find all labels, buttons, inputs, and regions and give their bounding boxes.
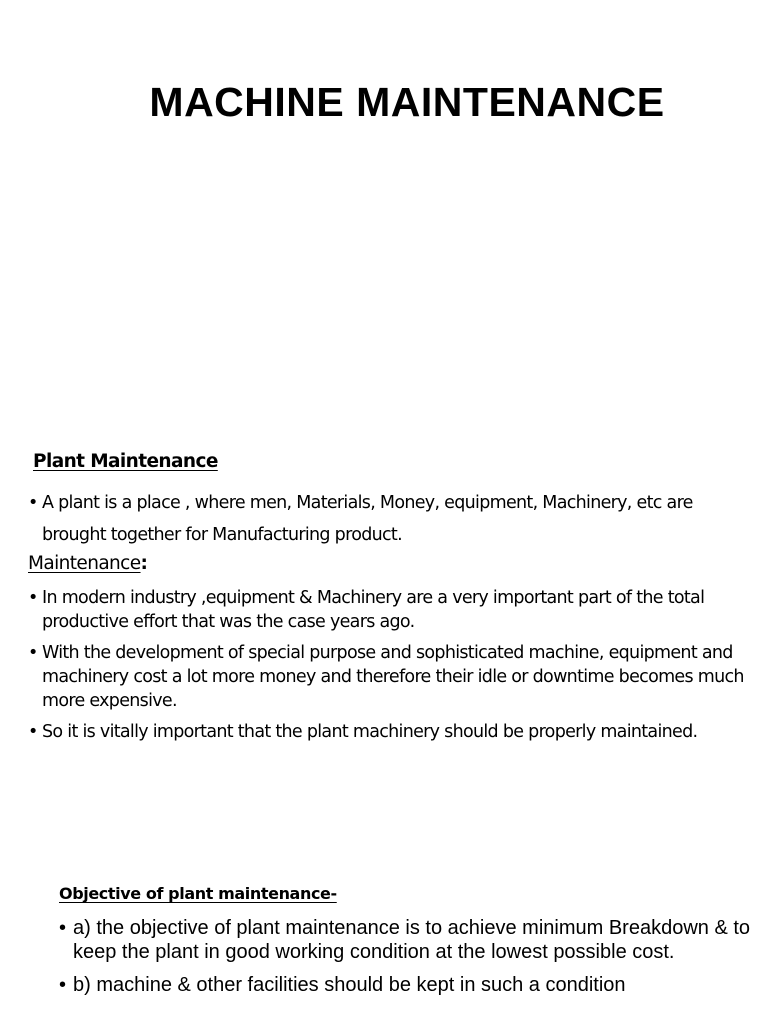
maintenance-bullet-list [28,586,758,751]
bullet-item: • With the development of special purpose and sophisticated machine, equipment and machinery cost a lot more money and therefore their idle or downtime becomes much more expensive. [28,641,758,713]
section-heading-objective: Objective of plant maintenance- [59,884,337,903]
bullet-item: • In modern industry ,equipment & Machinery are a very important part of the total productive effort that was the case years ago. [28,586,758,634]
bullet-item: • b) machine & other facilities should be kept in such a condition [59,973,759,997]
objective-bullet-list [59,916,759,1006]
bullet-item: • a) the objective of plant maintenance is to achieve minimum Breakdown & to keep the plant in good working condition at the lowest possible cost. [59,916,759,964]
maintenance-heading-text: Maintenance [28,553,141,574]
section-heading-maintenance [28,553,147,574]
section-heading-plant-maintenance: Plant Maintenance [33,451,218,472]
bullet-item: • So it is vitally important that the plant machinery should be properly maintained. [28,720,758,744]
maintenance-heading-colon: : [140,553,148,574]
document-title: MACHINE MAINTENANCE [149,79,665,125]
bullet-item: • A plant is a place , where men, Materials, Money, equipment, Machinery, etc are brought together for Manufacturing product. [28,487,758,551]
plant-maintenance-bullet-list [28,487,758,551]
